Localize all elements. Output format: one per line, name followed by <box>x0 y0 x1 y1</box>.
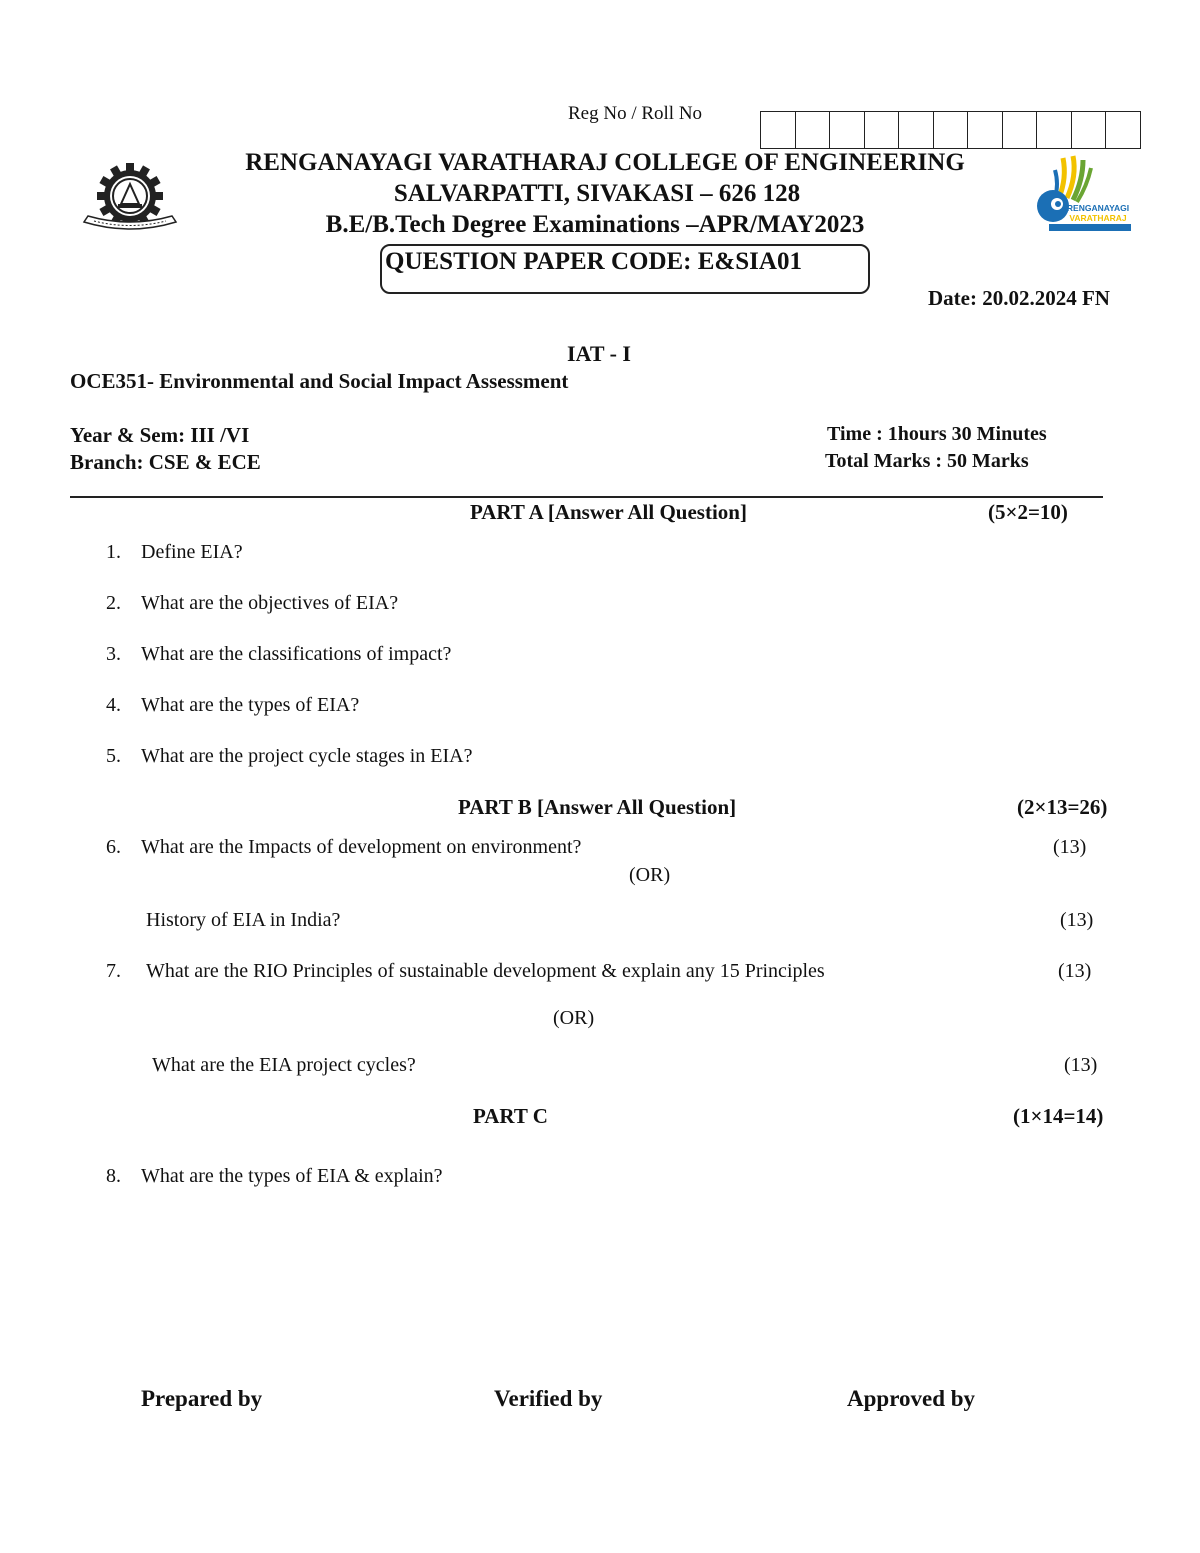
question-number: 3. <box>106 643 121 665</box>
question-number: 6. <box>106 836 121 858</box>
college-address: SALVARPATTI, SIVAKASI – 626 128 <box>393 180 801 207</box>
course-title: OCE351- Environmental and Social Impact Assessment <box>70 369 569 393</box>
or-separator: (OR) <box>629 864 671 886</box>
right-logo-text-1: RENGANAYAGI <box>1066 203 1130 213</box>
question-text: What are the RIO Principles of sustainable development & explain any 15 Principles <box>146 960 825 982</box>
question-number: 1. <box>106 541 121 563</box>
college-name: RENGANAYAGI VARATHARAJ COLLEGE OF ENGINEERING <box>245 149 965 176</box>
branch: Branch: CSE & ECE <box>70 450 261 474</box>
part-c-title: PART C <box>473 1104 548 1128</box>
question-mark: (13) <box>1060 909 1094 931</box>
prepared-by: Prepared by <box>141 1386 263 1411</box>
reg-digit-box[interactable] <box>934 111 969 149</box>
reg-digit-box[interactable] <box>899 111 934 149</box>
reg-digit-box[interactable] <box>796 111 831 149</box>
reg-digit-box[interactable] <box>1106 111 1141 149</box>
iat-title: IAT - I <box>567 341 631 366</box>
exam-date: Date: 20.02.2024 FN <box>928 286 1110 310</box>
question-number: 5. <box>106 745 121 767</box>
question-text: History of EIA in India? <box>146 909 341 931</box>
reg-no-boxes[interactable] <box>760 111 1141 149</box>
right-logo-text-2: VARATHARAJ <box>1069 213 1127 223</box>
reg-digit-box[interactable] <box>1072 111 1107 149</box>
part-b-marks: (2×13=26) <box>1017 795 1108 819</box>
divider-rule <box>70 496 1103 498</box>
question-text: What are the EIA project cycles? <box>152 1054 416 1076</box>
question-mark: (13) <box>1053 836 1087 858</box>
verified-by: Verified by <box>494 1386 603 1411</box>
reg-digit-box[interactable] <box>1003 111 1038 149</box>
reg-digit-box[interactable] <box>865 111 900 149</box>
question-number: 7. <box>106 960 121 982</box>
part-a-title: PART A [Answer All Question] <box>470 500 747 524</box>
part-c-marks: (1×14=14) <box>1013 1104 1104 1128</box>
question-text: Define EIA? <box>141 541 243 563</box>
question-mark: (13) <box>1058 960 1092 982</box>
total-marks: Total Marks : 50 Marks <box>825 450 1029 472</box>
question-text: What are the objectives of EIA? <box>141 592 399 614</box>
exam-time: Time : 1hours 30 Minutes <box>827 423 1047 445</box>
question-text: What are the types of EIA & explain? <box>141 1165 443 1187</box>
reg-no-label: Reg No / Roll No <box>568 103 703 124</box>
paper-code: QUESTION PAPER CODE: E&SIA01 <box>385 248 802 275</box>
question-number: 2. <box>106 592 121 614</box>
or-separator: (OR) <box>553 1007 595 1029</box>
year-sem: Year & Sem: III /VI <box>70 423 250 447</box>
reg-digit-box[interactable] <box>1037 111 1072 149</box>
question-number: 4. <box>106 694 121 716</box>
part-a-marks: (5×2=10) <box>988 500 1068 524</box>
question-text: What are the Impacts of development on environment? <box>141 836 582 858</box>
exam-title: B.E/B.Tech Degree Examinations –APR/MAY2023 <box>325 211 865 238</box>
question-text: What are the project cycle stages in EIA? <box>141 745 473 767</box>
question-mark: (13) <box>1064 1054 1098 1076</box>
question-text: What are the types of EIA? <box>141 694 360 716</box>
part-b-title: PART B [Answer All Question] <box>458 795 737 819</box>
approved-by: Approved by <box>847 1386 976 1411</box>
reg-digit-box[interactable] <box>761 111 796 149</box>
question-text: What are the classifications of impact? <box>141 643 452 665</box>
reg-digit-box[interactable] <box>968 111 1003 149</box>
question-number: 8. <box>106 1165 121 1187</box>
reg-digit-box[interactable] <box>830 111 865 149</box>
